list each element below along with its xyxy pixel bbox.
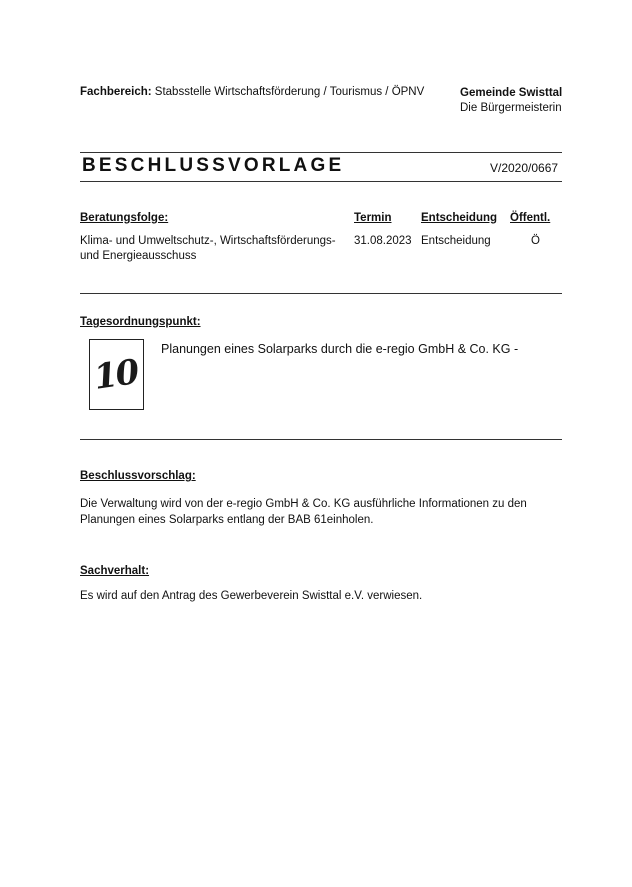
beratungsfolge-label: Beratungsfolge:	[80, 212, 169, 224]
sachverhalt-text: Es wird auf den Antrag des Gewerbeverein Swisttal e.V. verwiesen.	[80, 590, 423, 602]
column-header-oeffentl: Öffentl.	[510, 212, 551, 224]
municipality-name: Gemeinde Swisttal	[460, 87, 563, 99]
authority-name: Die Bürgermeisterin	[460, 102, 562, 114]
department-label: Fachbereich:	[80, 86, 152, 98]
committee-name-line1: Klima- und Umweltschutz-, Wirtschaftsförderungs-	[80, 235, 336, 247]
agenda-item-title: Planungen eines Solarparks durch die e-regio GmbH & Co. KG -	[161, 342, 519, 356]
issuer-block	[460, 86, 562, 116]
committee-name-line2: und Energieausschuss	[80, 250, 197, 262]
column-header-termin: Termin	[354, 212, 392, 224]
termin-value: 31.08.2023	[354, 235, 412, 247]
sachverhalt-label: Sachverhalt:	[80, 565, 150, 577]
beschlussvorschlag-text: Die Verwaltung wird von der e-regio GmbH & Co. KG ausführliche Informationen zu den Planungen eines Solarparks entlang der BAB 61einholen.	[80, 498, 527, 526]
department-value: Stabsstelle Wirtschaftsförderung / Tourismus / ÖPNV	[154, 86, 425, 98]
document-number: V/2020/0667	[490, 161, 559, 175]
handwritten-agenda-number: 10	[91, 352, 140, 398]
oeffentl-value: Ö	[531, 235, 540, 247]
department-line	[80, 86, 424, 98]
entscheidung-value: Entscheidung	[421, 235, 491, 247]
title-rule-top	[80, 152, 562, 153]
tagesordnungspunkt-label: Tagesordnungspunkt:	[80, 316, 201, 328]
title-rule-bottom	[80, 181, 562, 182]
document-title: BESCHLUSSVORLAGE	[82, 155, 345, 176]
column-header-entscheidung: Entscheidung	[421, 212, 498, 224]
section-divider-1	[80, 293, 562, 294]
section-divider-2	[80, 439, 562, 440]
table-row-committee	[80, 234, 350, 264]
beschlussvorschlag-label: Beschlussvorschlag:	[80, 470, 196, 482]
